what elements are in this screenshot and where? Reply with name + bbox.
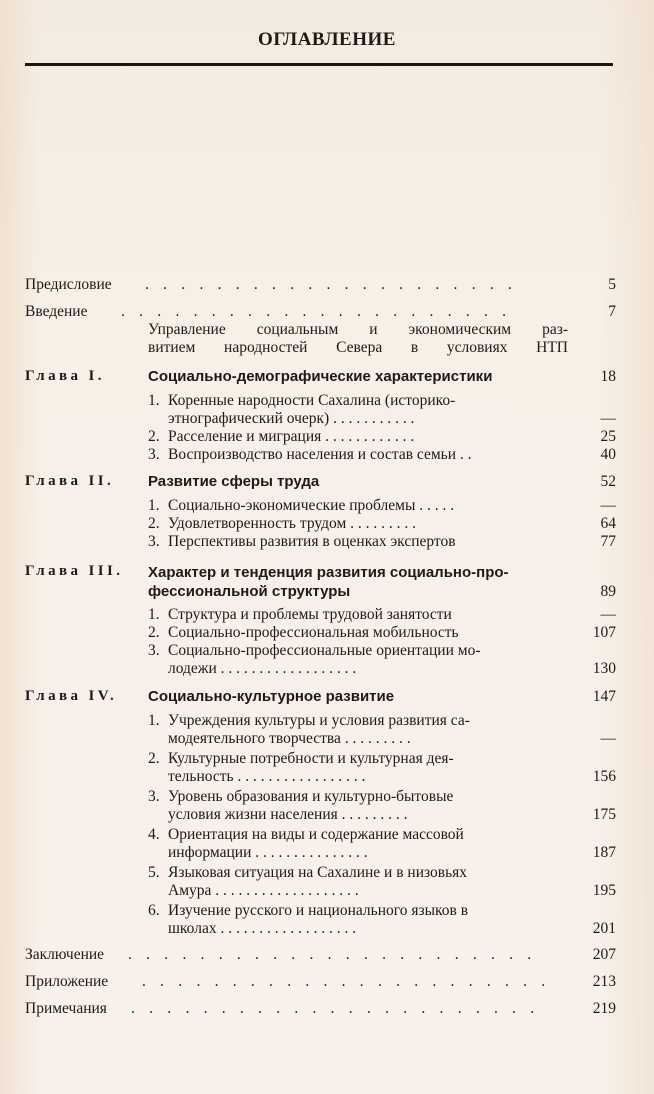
section-title: Социально-экономические проблемы . . . . . (168, 497, 455, 514)
section-number: 2. (148, 515, 160, 532)
section-entry[interactable] (148, 515, 568, 533)
section-entry[interactable] (148, 902, 568, 938)
title-rule-divider (25, 63, 613, 66)
leader-dots: . . . . . . . . . . . . . . . . . . . . . . (121, 303, 512, 320)
chapter-title[interactable] (148, 563, 568, 601)
section-entry[interactable] (148, 788, 568, 824)
entry-label: Примечания (25, 1000, 107, 1017)
section-title-cont: тельность . . . . . . . . . . . . . . . . . (168, 768, 366, 785)
page-number: 187 (592, 844, 616, 861)
section-number: 6. (148, 902, 160, 919)
chapter-label: Глава III. (25, 563, 124, 579)
section-number: 5. (148, 864, 160, 881)
section-title-cont: модеятельного творчества . . . . . . . . . (168, 730, 411, 747)
leader-dots: . . . . . . . . . . . . . . . . . . . . . . . (131, 1000, 540, 1017)
entry-label: Заключение (25, 946, 105, 963)
section-number: 3. (148, 533, 160, 550)
chapter-title-line: фессиональной структуры (148, 583, 351, 600)
page-number: 18 (600, 368, 616, 385)
page-number: 213 (592, 973, 616, 990)
page-number: 207 (592, 946, 616, 963)
section-title: Социально-профессиональная мобильность (168, 624, 459, 641)
leader-dots: . . . . . . . . . . . . . . . . . . . . . . . (128, 946, 537, 963)
page-number: 219 (592, 1000, 616, 1017)
toc-entry-conclusion[interactable] (25, 946, 615, 964)
section-title-cont: этнографический очерк) . . . . . . . . . . . (168, 410, 415, 427)
chapter-title[interactable]: Социально-демографические характеристики (148, 368, 493, 385)
page-number: 107 (592, 624, 616, 641)
subtitle-line: Управление социальным и экономическим раз- (148, 321, 568, 338)
page-number: 64 (600, 515, 616, 532)
page-number: 52 (600, 473, 616, 490)
page-number: — (600, 410, 616, 427)
section-entry[interactable] (148, 606, 568, 624)
page-number: — (600, 606, 616, 623)
leader-dots: . . . . . . . . . . . . . . . . . . . . . (145, 276, 518, 293)
chapter-title[interactable]: Социально-культурное развитие (148, 688, 395, 705)
chapter-title[interactable]: Развитие сферы труда (148, 473, 320, 490)
page-number: 130 (592, 660, 616, 677)
section-entry[interactable] (148, 826, 568, 862)
page-number: — (600, 730, 616, 747)
section-number: 1. (148, 392, 160, 409)
page-number: 5 (608, 276, 616, 293)
section-title: Коренные народности Сахалина (историко- (168, 392, 456, 409)
section-number: 1. (148, 606, 160, 623)
section-number: 4. (148, 826, 160, 843)
page-number: 7 (608, 303, 616, 320)
section-title-cont: лодежи . . . . . . . . . . . . . . . . . . (168, 660, 357, 677)
section-number: 1. (148, 712, 160, 729)
section-number: 3. (148, 446, 160, 463)
page-number: 147 (592, 688, 616, 705)
toc-entry-introduction[interactable] (25, 303, 615, 321)
section-entry[interactable] (148, 642, 568, 678)
section-title: Расселение и миграция . . . . . . . . . . . . (168, 428, 415, 445)
section-entry[interactable] (148, 533, 568, 551)
section-title: Изучение русского и национального языков в (168, 902, 469, 919)
section-entry[interactable] (148, 446, 568, 464)
section-title-cont: условия жизни населения . . . . . . . . . (168, 806, 408, 823)
page-number: 25 (600, 428, 616, 445)
section-entry[interactable] (148, 497, 568, 515)
section-entry[interactable] (148, 624, 568, 642)
section-entry[interactable] (148, 392, 568, 428)
section-entry[interactable] (148, 864, 568, 900)
page-number: 89 (600, 583, 616, 600)
toc-entry-preface[interactable] (25, 276, 615, 294)
section-title: Удовлетворенность трудом . . . . . . . . . (168, 515, 417, 532)
entry-label: Приложение (25, 973, 109, 990)
subtitle-line: витием народностей Севера в условиях НТП (148, 339, 568, 356)
page-number: 156 (592, 768, 616, 785)
section-title: Культурные потребности и культурная дея- (168, 750, 454, 767)
section-title: Учреждения культуры и условия развития са- (168, 712, 470, 729)
section-entry[interactable] (148, 428, 568, 446)
chapter-title-line: Характер и тенденция развития социально-про- (148, 564, 509, 581)
section-entry[interactable] (148, 750, 568, 786)
entry-label: Предисловие (25, 276, 112, 293)
page-title: ОГЛАВЛЕНИЕ (258, 29, 396, 50)
section-title: Социально-профессиональные ориентации мо- (168, 642, 481, 659)
page-number: — (600, 497, 616, 514)
section-title: Перспективы развития в оценках экспертов (168, 533, 456, 550)
section-number: 1. (148, 497, 160, 514)
section-entry[interactable] (148, 712, 568, 748)
section-number: 3. (148, 788, 160, 805)
chapter-label: Глава I. (25, 368, 105, 384)
page-number: 195 (592, 882, 616, 899)
section-title-cont: школах . . . . . . . . . . . . . . . . . . (168, 920, 357, 937)
section-number: 3. (148, 642, 160, 659)
leader-dots: . . . . . . . . . . . . . . . . . . . . . . . (142, 973, 551, 990)
section-number: 2. (148, 624, 160, 641)
toc-entry-notes[interactable] (25, 1000, 615, 1018)
section-number: 2. (148, 750, 160, 767)
chapter-label: Глава II. (25, 473, 115, 489)
section-title: Воспроизводство населения и состав семьи . . (168, 446, 472, 463)
section-title: Языковая ситуация на Сахалине и в низовьях (168, 864, 468, 881)
section-title: Ориентация на виды и содержание массовой (168, 826, 464, 843)
page-number: 77 (600, 533, 616, 550)
page-number: 40 (600, 446, 616, 463)
entry-label: Введение (25, 303, 88, 320)
page-number: 175 (592, 806, 616, 823)
introduction-subtitle (148, 321, 568, 357)
section-title: Структура и проблемы трудовой занятости (168, 606, 452, 623)
section-title-cont: информации . . . . . . . . . . . . . . . (168, 844, 368, 861)
section-title: Уровень образования и культурно-бытовые (168, 788, 454, 805)
section-title-cont: Амура . . . . . . . . . . . . . . . . . . . (168, 882, 359, 899)
chapter-label: Глава IV. (25, 688, 118, 704)
toc-entry-appendix[interactable] (25, 973, 615, 991)
section-number: 2. (148, 428, 160, 445)
page-number: 201 (592, 920, 616, 937)
